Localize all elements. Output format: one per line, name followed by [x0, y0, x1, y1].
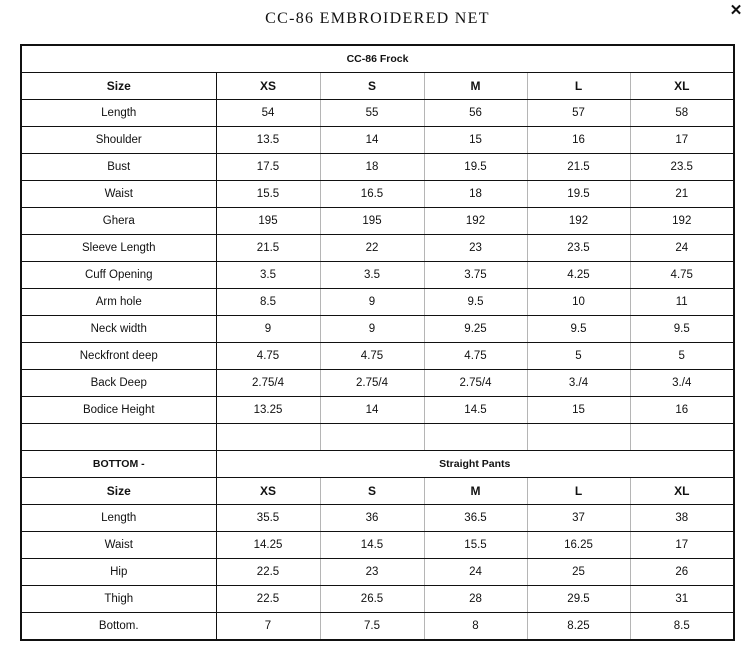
table-cell: 3.75	[424, 262, 527, 289]
table-cell: 2.75/4	[320, 370, 424, 397]
table-cell: 26.5	[320, 586, 424, 613]
table-cell: Arm hole	[21, 289, 216, 316]
table-cell: 10	[527, 289, 630, 316]
table-cell: Waist	[21, 181, 216, 208]
table-cell: 4.75	[630, 262, 734, 289]
table-cell: Ghera	[21, 208, 216, 235]
table-row	[21, 127, 734, 154]
table-cell	[320, 424, 424, 451]
table-cell: 18	[320, 154, 424, 181]
size-chart-table	[20, 44, 735, 641]
table-cell: Bodice Height	[21, 397, 216, 424]
table-cell: 21.5	[527, 154, 630, 181]
table-cell	[21, 424, 216, 451]
table-row	[21, 532, 734, 559]
table-cell: XL	[630, 478, 734, 505]
table-cell: 35.5	[216, 505, 320, 532]
table-cell: 26	[630, 559, 734, 586]
table-cell: 15.5	[216, 181, 320, 208]
table-cell: 36	[320, 505, 424, 532]
table-cell: 192	[630, 208, 734, 235]
table-cell: 14	[320, 397, 424, 424]
table-cell: M	[424, 73, 527, 100]
table-cell: 13.25	[216, 397, 320, 424]
table-row	[21, 397, 734, 424]
table-cell: 13.5	[216, 127, 320, 154]
close-icon[interactable]: ✕	[729, 2, 743, 19]
table-cell: 19.5	[527, 181, 630, 208]
table-cell: 58	[630, 100, 734, 127]
table-cell: 5	[527, 343, 630, 370]
size-chart-body	[21, 45, 734, 640]
table-row	[21, 289, 734, 316]
table-cell: 54	[216, 100, 320, 127]
bottom-section-label: BOTTOM -	[21, 451, 216, 478]
table-row	[21, 181, 734, 208]
section-caption: Straight Pants	[216, 451, 734, 478]
table-cell: Size	[21, 478, 216, 505]
table-cell: 25	[527, 559, 630, 586]
table-cell: 55	[320, 100, 424, 127]
table-cell: 16	[527, 127, 630, 154]
table-cell: 23	[424, 235, 527, 262]
table-cell: L	[527, 73, 630, 100]
table-cell: 14.5	[424, 397, 527, 424]
table-cell: 8.5	[216, 289, 320, 316]
table-row	[21, 505, 734, 532]
table-row	[21, 235, 734, 262]
table-cell: 17	[630, 127, 734, 154]
table-cell: 38	[630, 505, 734, 532]
table-row	[21, 154, 734, 181]
table-cell: 9	[216, 316, 320, 343]
table-cell: 4.75	[320, 343, 424, 370]
table-cell: 8	[424, 613, 527, 641]
table-cell: 17.5	[216, 154, 320, 181]
table-cell: Neckfront deep	[21, 343, 216, 370]
table-cell: 22.5	[216, 586, 320, 613]
table-cell: 23	[320, 559, 424, 586]
table-cell: 22.5	[216, 559, 320, 586]
table-row	[21, 343, 734, 370]
table-cell: Thigh	[21, 586, 216, 613]
table-cell: XL	[630, 73, 734, 100]
bottom-header-row	[21, 478, 734, 505]
table-cell: 192	[527, 208, 630, 235]
table-cell: 3./4	[630, 370, 734, 397]
frock-header-row	[21, 73, 734, 100]
table-row	[21, 613, 734, 641]
table-cell: 2.75/4	[216, 370, 320, 397]
table-cell: 4.75	[216, 343, 320, 370]
table-cell: 14	[320, 127, 424, 154]
table-row	[21, 316, 734, 343]
table-cell: M	[424, 478, 527, 505]
table-cell: 15.5	[424, 532, 527, 559]
table-cell: Bottom.	[21, 613, 216, 641]
table-cell: 9	[320, 289, 424, 316]
table-cell: 9.5	[630, 316, 734, 343]
table-cell: S	[320, 478, 424, 505]
table-cell: 14.5	[320, 532, 424, 559]
table-cell: 17	[630, 532, 734, 559]
table-cell: 8.25	[527, 613, 630, 641]
table-cell: 16.25	[527, 532, 630, 559]
table-cell: 195	[216, 208, 320, 235]
table-cell	[424, 424, 527, 451]
table-cell	[216, 424, 320, 451]
table-cell: 24	[630, 235, 734, 262]
table-cell: Length	[21, 505, 216, 532]
table-cell	[630, 424, 734, 451]
table-cell: 9	[320, 316, 424, 343]
table-cell: 2.75/4	[424, 370, 527, 397]
table-row	[21, 586, 734, 613]
bottom-caption-row	[21, 451, 734, 478]
table-cell: 23.5	[630, 154, 734, 181]
table-cell: 7	[216, 613, 320, 641]
table-cell: 3./4	[527, 370, 630, 397]
table-cell: 4.75	[424, 343, 527, 370]
table-cell: Size	[21, 73, 216, 100]
table-cell: Neck width	[21, 316, 216, 343]
table-cell: XS	[216, 478, 320, 505]
table-cell: 7.5	[320, 613, 424, 641]
spacer-row	[21, 424, 734, 451]
section-caption: CC-86 Frock	[21, 45, 734, 73]
table-cell: 21.5	[216, 235, 320, 262]
table-cell: 28	[424, 586, 527, 613]
frock-caption-row	[21, 45, 734, 73]
table-cell: L	[527, 478, 630, 505]
table-cell: Sleeve Length	[21, 235, 216, 262]
table-cell: Hip	[21, 559, 216, 586]
table-cell: Bust	[21, 154, 216, 181]
table-cell: 15	[527, 397, 630, 424]
table-cell: 37	[527, 505, 630, 532]
table-cell: 16	[630, 397, 734, 424]
table-cell: 21	[630, 181, 734, 208]
table-cell: 22	[320, 235, 424, 262]
table-cell: 11	[630, 289, 734, 316]
table-cell: 4.25	[527, 262, 630, 289]
table-row	[21, 559, 734, 586]
table-cell: 31	[630, 586, 734, 613]
table-cell: 19.5	[424, 154, 527, 181]
table-cell: S	[320, 73, 424, 100]
table-cell: Waist	[21, 532, 216, 559]
table-cell: 16.5	[320, 181, 424, 208]
table-row	[21, 208, 734, 235]
table-cell: 29.5	[527, 586, 630, 613]
table-cell: Back Deep	[21, 370, 216, 397]
table-cell: 36.5	[424, 505, 527, 532]
page-title: CC-86 EMBROIDERED NET	[265, 10, 490, 27]
table-cell: 9.5	[527, 316, 630, 343]
table-cell: 24	[424, 559, 527, 586]
table-cell: 9.25	[424, 316, 527, 343]
table-cell: 57	[527, 100, 630, 127]
table-cell: Shoulder	[21, 127, 216, 154]
table-row	[21, 100, 734, 127]
table-cell: 5	[630, 343, 734, 370]
table-cell: 23.5	[527, 235, 630, 262]
table-cell: 18	[424, 181, 527, 208]
table-cell: 3.5	[216, 262, 320, 289]
table-cell: 56	[424, 100, 527, 127]
table-row	[21, 370, 734, 397]
table-cell: 195	[320, 208, 424, 235]
table-cell: XS	[216, 73, 320, 100]
table-cell: Cuff Opening	[21, 262, 216, 289]
table-cell: 192	[424, 208, 527, 235]
table-cell: 15	[424, 127, 527, 154]
table-cell: 8.5	[630, 613, 734, 641]
table-cell: 3.5	[320, 262, 424, 289]
table-row	[21, 262, 734, 289]
table-cell: 14.25	[216, 532, 320, 559]
table-cell	[527, 424, 630, 451]
table-cell: Length	[21, 100, 216, 127]
table-cell: 9.5	[424, 289, 527, 316]
